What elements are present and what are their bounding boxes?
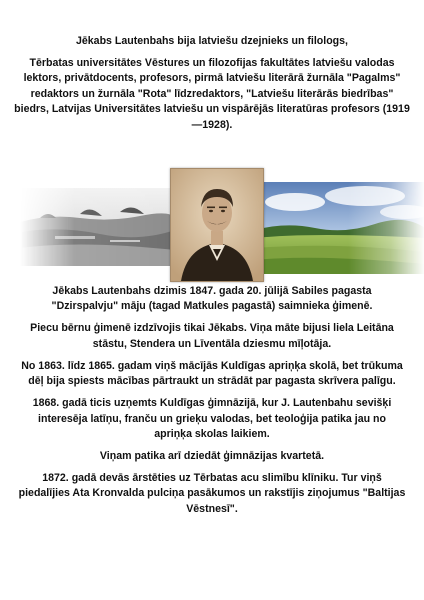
- photo-collage: [20, 168, 414, 283]
- intro-paragraph: Tērbatas universitātes Vēstures un filozofijas fakultātes latviešu valodas lektors, privātdocents, profesors, pirmā latviešu literārā žurnāla "Pagalms" redaktors un žurnāla "Rota" līdzredaktors, "Latviešu literārās biedrības" biedrs, Latvijas Universitātes latviešu un vispārējās literatūras profesors (1919—1928).: [14, 56, 410, 131]
- intro-section: [14, 34, 410, 140]
- biography-paragraph-tartu: 1872. gadā devās ārstēties uz Tērbatas acu slimību klīniku. Tur viņš piedalījies Ata Kronvalda pulciņa pasākumos un rakstījis ziņojumus "Baltijas Vēstnesī".: [18, 472, 406, 515]
- biography-paragraph-birth: Jēkabs Lautenbahs dzimis 1847. gada 20. jūlijā Sabiles pagasta "Dzirspalvju" māju (tagad Matkules pagastā) saimnieka ģimenē.: [51, 285, 373, 313]
- portrait-photo: [170, 168, 264, 282]
- landscape-photo-left: [20, 188, 175, 266]
- landscape-photo-right: [255, 182, 424, 274]
- biography-paragraph-school: No 1863. līdz 1865. gadam viņš mācījās Kuldīgas apriņķa skolā, bet trūkuma dēļ bija spiests mācības pārtraukt un strādāt par pagasta skrīvera palīgu.: [21, 359, 403, 388]
- biography-paragraph-family: Piecu bērnu ģimenē izdzīvojis tikai Jēkabs. Viņa māte bijusi liela Leitāna stāstu, Stendera un Līventāla dziesmu mīļotāja.: [30, 322, 394, 350]
- biography-paragraph-gymnasium: 1868. gadā ticis uzņemts Kuldīgas ģimnāzijā, kur J. Lautenbahu sevišķi interesēja latīņu, franču un grieķu valodas, bet teoloģija patika jau no apriņķa skolas laikiem.: [32, 397, 392, 441]
- biography-paragraph-quartet: Viņam patika arī dziedāt ģimnāzijas kvartetā.: [99, 450, 325, 463]
- biography-section: [18, 284, 406, 524]
- intro-lead-line: Jēkabs Lautenbahs bija latviešu dzejnieks un filologs,: [76, 35, 348, 47]
